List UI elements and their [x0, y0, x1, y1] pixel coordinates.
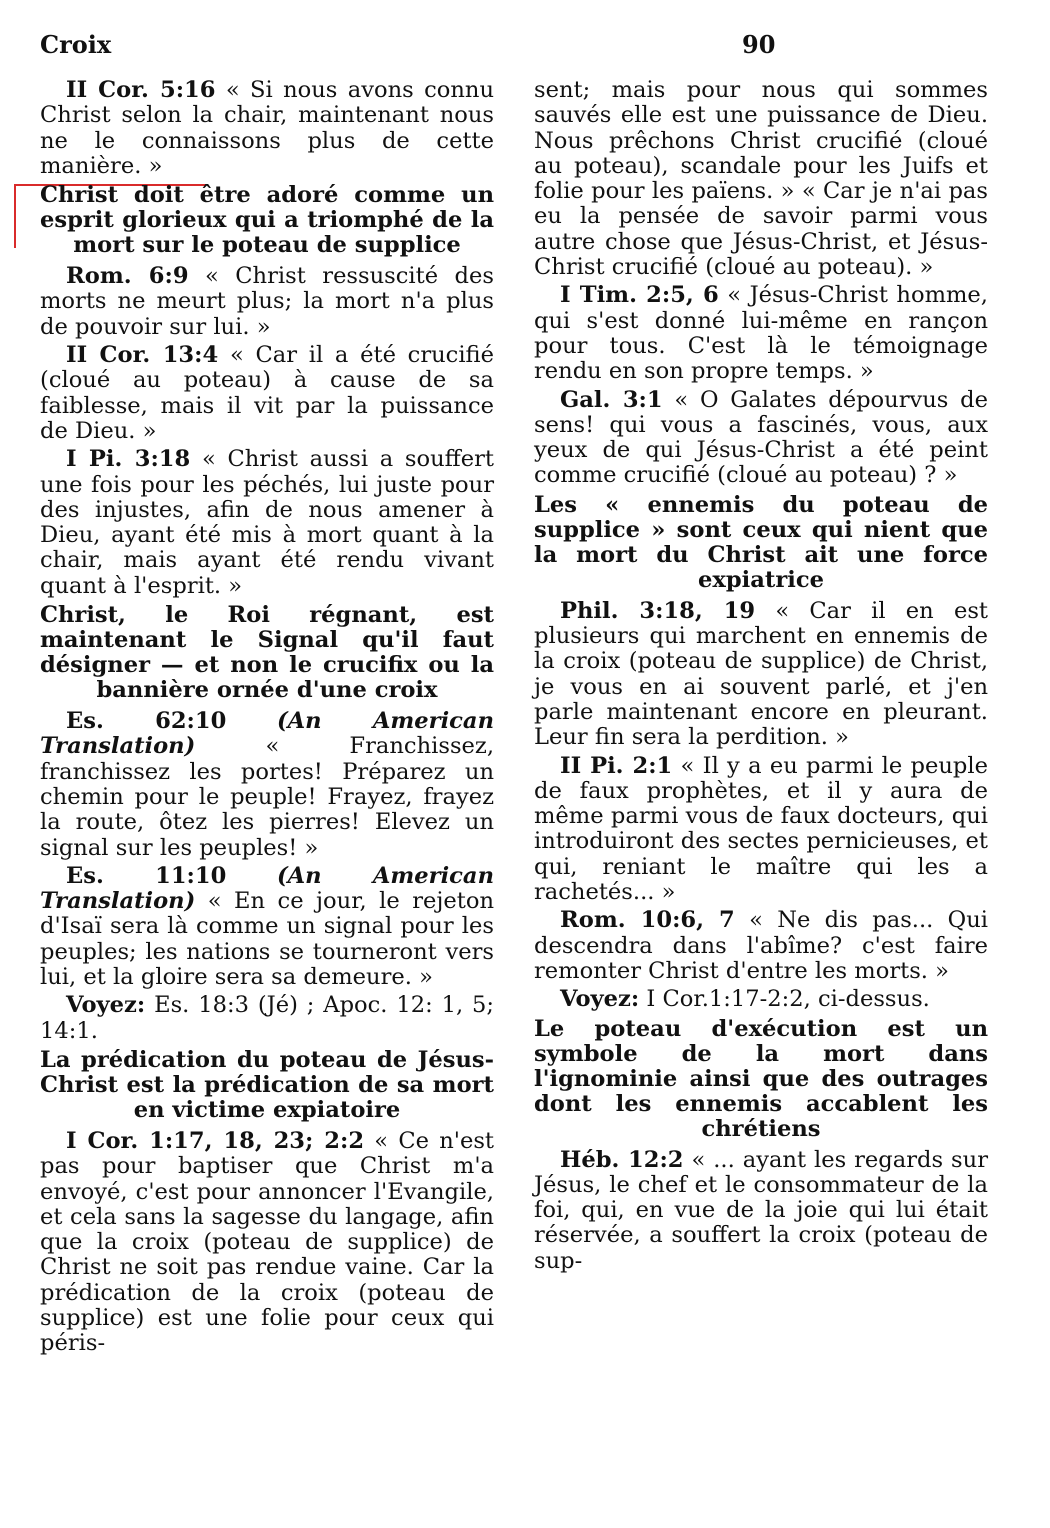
scripture-reference: Rom. 6:9	[66, 263, 189, 290]
red-annotation-mark-vertical	[14, 184, 16, 248]
scripture-text: « O Galates dépourvus de sens! qui vous a fascinés, vous, aux yeux de qui Jésus-Christ a été peint comme crucifié (cloué au poteau) ? »	[534, 386, 988, 489]
scripture-text: Es. 18:3 (Jé) ; Apoc. 12: 1, 5; 14:1.	[40, 992, 494, 1044]
scripture-entry	[40, 709, 494, 861]
scripture-text: « Car il a été crucifié (cloué au poteau) à cause de sa faiblesse, mais il vit par la puissance de Dieu. »	[40, 342, 494, 444]
scripture-reference: Gal. 3:1	[560, 386, 663, 413]
scripture-text: « Car il en est plusieurs qui marchent en ennemis de la croix (poteau de supplice) de Christ, je vous en ai souvent parlé, et j'en parle maintenant encore en pleurant. Leur fin sera la perdition. »	[534, 597, 989, 751]
scripture-text: « Jésus-Christ homme, qui s'est donné lui-même en rançon pour tous. C'est là le témoignage rendu en son propre temps. »	[534, 282, 988, 385]
scripture-text: « Ce n'est pas pour baptiser que Christ m'a envoyé, c'est pour annoncer l'Evangile, et cela sans la sagesse du langage, afin que la croix (poteau de supplice) de Christ ne soit pas rendue vaine. Car la prédication de la croix (poteau de supplice) est une folie pour ceux qui péris-	[40, 1127, 495, 1357]
left-column	[40, 78, 494, 1360]
scripture-entry	[534, 283, 988, 384]
scripture-text: sent; mais pour nous qui sommes sauvés elle est une puissance de Dieu. Nous prêchons Christ crucifié (cloué au poteau), scandale pour les Juifs et folie pour les païens. » « Car je n'ai pas eu la pensée de savoir parmi vous autre chose que Jésus-Christ, et Jésus-Christ crucifié (cloué au poteau). »	[534, 77, 988, 281]
scripture-entry	[40, 993, 494, 1044]
scripture-text: « Ne dis pas... Qui descendra dans l'abîme? c'est faire remonter Christ d'entre les morts. »	[534, 907, 988, 984]
scripture-reference: II Cor. 5:16	[66, 77, 216, 103]
scripture-reference: Voyez:	[560, 986, 640, 1013]
section-heading: Christ, le Roi régnant, est maintenant le Signal qu'il faut désigner — et non le crucifix ou la bannière ornée d'une croix	[40, 602, 494, 704]
scripture-reference: I Pi. 3:18	[66, 446, 191, 473]
scripture-entry	[534, 754, 988, 906]
section-heading: Le poteau d'exécution est un symbole de la mort dans l'ignominie ainsi que des outrages dont les ennemis accablent les chrétiens	[534, 1015, 988, 1142]
scripture-entry	[40, 1129, 494, 1357]
scripture-reference: I Tim. 2:5, 6	[560, 282, 719, 309]
scripture-reference: I Cor. 1:17, 18, 23; 2:2	[66, 1127, 365, 1154]
continued-paragraph	[534, 78, 988, 280]
scripture-entry	[40, 343, 494, 444]
scripture-entry	[534, 987, 988, 1012]
scripture-reference: Voyez:	[66, 992, 146, 1019]
scripture-entry	[40, 864, 494, 990]
scripture-reference: Rom. 10:6, 7	[560, 907, 735, 934]
section-heading: Les « ennemis du poteau de supplice » sont ceux qui nient que la mort du Christ ait une force expiatrice	[534, 491, 988, 593]
scripture-entry	[40, 264, 494, 340]
scripture-text: « ... ayant les regards sur Jésus, le chef et le consommateur de la foi, qui, en vue de la joie qui lui était réservée, a souffert la croix (poteau de sup-	[534, 1146, 988, 1274]
section-title: Croix	[40, 30, 112, 59]
scripture-entry	[534, 908, 988, 984]
scripture-reference: II Pi. 2:1	[560, 752, 673, 779]
scripture-text: « Christ ressuscité des morts ne meurt plus; la mort n'a plus de pouvoir sur lui. »	[40, 263, 494, 340]
scripture-text: « Si nous avons connu Christ selon la chair, maintenant nous ne le connaissons plus de cette manière. »	[40, 77, 494, 179]
section-heading: La prédication du poteau de Jésus-Christ est la prédication de sa mort en victime expiatoire	[40, 1046, 494, 1123]
scripture-reference: II Cor. 13:4	[66, 342, 219, 369]
right-column	[534, 78, 988, 1277]
scripture-reference: Es. 62:10	[66, 708, 227, 735]
scripture-text: « Franchissez, franchissez les portes! Préparez un chemin pour le peuple! Frayez, frayez la route, ôtez les pierres! Elevez un signal sur les peuples! »	[40, 733, 494, 861]
scripture-text: « Il y a eu parmi le peuple de faux prophètes, et il y aura de même parmi vous de faux docteurs, qui introduiront des sectes pernicieuses, et qui, reniant le maître qui les a rachetés... »	[534, 752, 988, 906]
scripture-text: I Cor.1:17-2:2, ci-dessus.	[646, 986, 930, 1013]
page-number: 90	[742, 30, 776, 59]
scripture-entry	[40, 78, 494, 179]
translation-note: (An American Translation)	[40, 708, 494, 760]
scripture-text: « Christ aussi a souffert une fois pour les péchés, lui juste pour des injustes, afin de nous amener à Dieu, ayant été mis à mort quant à la chair, mais ayant été rendu vivant quant à l'esprit. »	[40, 446, 494, 599]
scripture-entry	[534, 599, 988, 751]
translation-note: (An American Translation)	[40, 862, 494, 915]
running-head	[40, 30, 990, 64]
scripture-reference: Héb. 12:2	[560, 1146, 684, 1173]
scripture-entry	[40, 447, 494, 599]
scripture-reference: Es. 11:10	[66, 862, 227, 889]
section-heading: Christ doit être adoré comme un esprit glorieux qui a triomphé de la mort sur le poteau de supplice	[40, 182, 494, 259]
scripture-text: « En ce jour, le rejeton d'Isaï sera là comme un signal pour les peuples; les nations se tourneront vers lui, et la gloire sera sa demeure. »	[40, 888, 494, 991]
scripture-reference: Phil. 3:18, 19	[560, 597, 756, 624]
scripture-entry	[534, 1148, 988, 1274]
scripture-entry	[534, 388, 988, 489]
